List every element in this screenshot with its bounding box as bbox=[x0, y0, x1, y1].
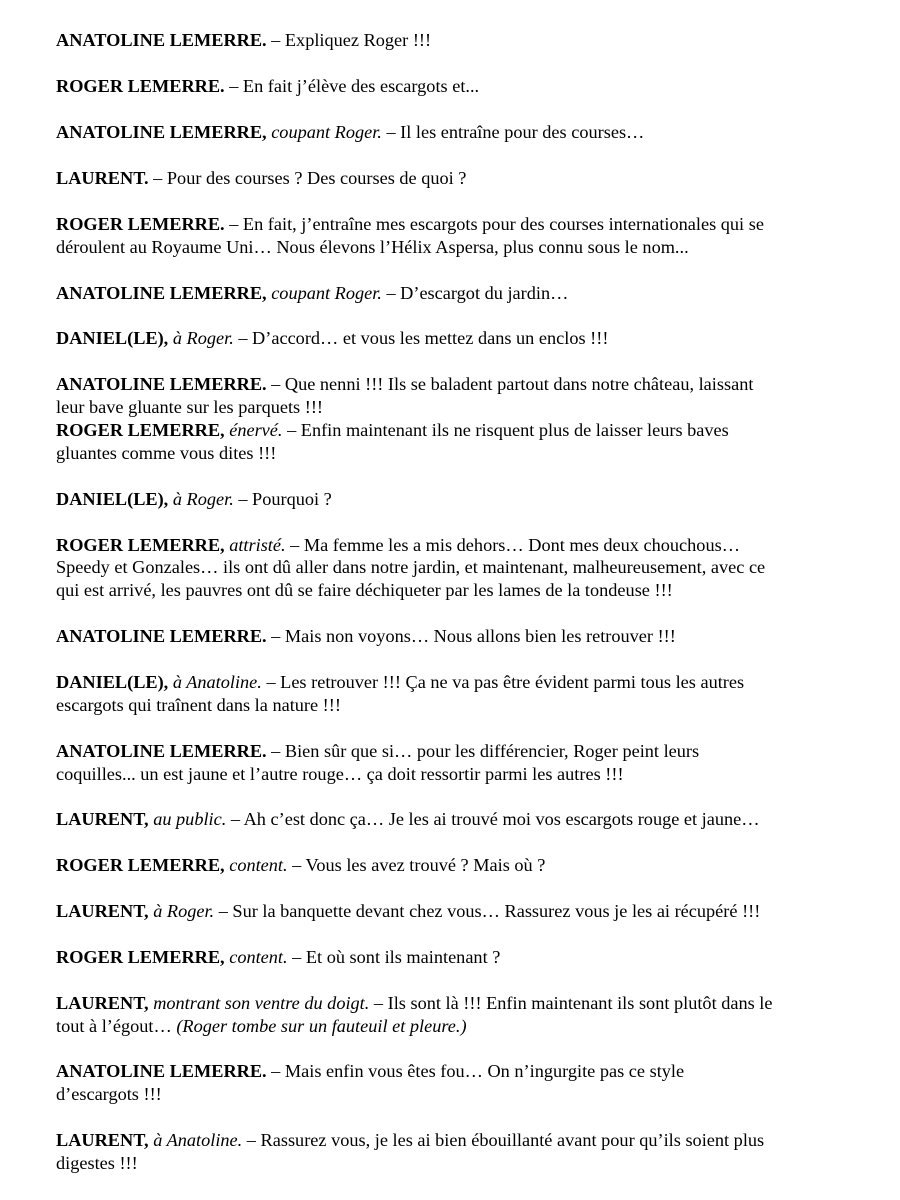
dialogue-text: déroulent au Royaume Uni… Nous élevons l’Hélix Aspersa, plus connu sous le nom... bbox=[56, 237, 689, 257]
stage-direction: attristé. bbox=[229, 535, 286, 555]
script-line bbox=[56, 396, 323, 419]
script-line bbox=[56, 29, 431, 52]
script-line bbox=[56, 327, 608, 350]
speaker-name: DANIEL(LE), bbox=[56, 328, 169, 348]
dialogue-text: – D’escargot du jardin… bbox=[381, 283, 569, 303]
dialogue-text: – Que nenni !!! Ils se baladent partout dans notre château, laissant bbox=[266, 374, 754, 394]
dialogue-text: – Mais enfin vous êtes fou… On n’ingurgite pas ce style bbox=[266, 1061, 685, 1081]
speaker-name: ROGER LEMERRE, bbox=[56, 535, 225, 555]
speaker-name: ROGER LEMERRE, bbox=[56, 947, 225, 967]
speaker-name: ANATOLINE LEMERRE. bbox=[56, 626, 267, 646]
stage-direction: à Anatoline. bbox=[153, 1130, 243, 1150]
script-line bbox=[56, 900, 760, 923]
script-line bbox=[56, 442, 276, 465]
script-line bbox=[56, 213, 764, 236]
dialogue-text: – Rassurez vous, je les ai bien ébouillanté avant pour qu’ils soient plus bbox=[242, 1130, 765, 1150]
dialogue-text: d’escargots !!! bbox=[56, 1084, 162, 1104]
script-line bbox=[56, 373, 753, 396]
dialogue-text: – Bien sûr que si… pour les différencier, Roger peint leurs bbox=[266, 741, 700, 761]
script-line bbox=[56, 75, 479, 98]
speaker-name: LAURENT, bbox=[56, 901, 149, 921]
script-line bbox=[56, 1015, 467, 1038]
script-line bbox=[56, 1152, 138, 1175]
dialogue-text: – Mais non voyons… Nous allons bien les retrouver !!! bbox=[266, 626, 676, 646]
speaker-name: ANATOLINE LEMERRE. bbox=[56, 741, 267, 761]
dialogue-text: – En fait j’élève des escargots et... bbox=[224, 76, 480, 96]
script-line bbox=[56, 121, 644, 144]
dialogue-text: – Ah c’est donc ça… Je les ai trouvé moi vos escargots rouge et jaune… bbox=[226, 809, 760, 829]
script-line bbox=[56, 763, 624, 786]
speaker-name: LAURENT, bbox=[56, 1130, 149, 1150]
stage-direction: coupant Roger. bbox=[271, 122, 382, 142]
script-line bbox=[56, 488, 332, 511]
stage-direction: à Roger. bbox=[172, 489, 234, 509]
speaker-name: ROGER LEMERRE, bbox=[56, 855, 225, 875]
dialogue-text: – Et où sont ils maintenant ? bbox=[287, 947, 501, 967]
dialogue-text: – Il les entraîne pour des courses… bbox=[381, 122, 645, 142]
dialogue-text: – Ils sont là !!! Enfin maintenant ils sont plutôt dans le bbox=[369, 993, 773, 1013]
dialogue-text: tout à l’égout… bbox=[56, 1016, 177, 1036]
script-line bbox=[56, 1060, 684, 1083]
dialogue-text: – Les retrouver !!! Ça ne va pas être évident parmi tous les autres bbox=[261, 672, 745, 692]
dialogue-text: digestes !!! bbox=[56, 1153, 138, 1173]
dialogue-text: – Pour des courses ? Des courses de quoi ? bbox=[148, 168, 467, 188]
dialogue-text: Speedy et Gonzales… ils ont dû aller dans notre jardin, et maintenant, malheureusement, avec ce bbox=[56, 557, 766, 577]
script-line bbox=[56, 534, 740, 557]
dialogue-text: – D’accord… et vous les mettez dans un enclos !!! bbox=[233, 328, 609, 348]
stage-direction: coupant Roger. bbox=[271, 283, 382, 303]
stage-direction: content. bbox=[229, 855, 288, 875]
speaker-name: ANATOLINE LEMERRE, bbox=[56, 283, 267, 303]
stage-direction: énervé. bbox=[229, 420, 283, 440]
dialogue-text: – Ma femme les a mis dehors… Dont mes deux chouchous… bbox=[285, 535, 740, 555]
script-line bbox=[56, 579, 673, 602]
speaker-name: ANATOLINE LEMERRE. bbox=[56, 30, 267, 50]
script-line bbox=[56, 556, 765, 579]
script-line bbox=[56, 625, 676, 648]
script-line bbox=[56, 282, 568, 305]
stage-direction: à Roger. bbox=[172, 328, 234, 348]
dialogue-text: – Vous les avez trouvé ? Mais où ? bbox=[287, 855, 546, 875]
stage-direction: à Anatoline. bbox=[172, 672, 262, 692]
dialogue-text: coquilles... un est jaune et l’autre rouge… ça doit ressortir parmi les autres !!! bbox=[56, 764, 624, 784]
stage-direction: (Roger tombe sur un fauteuil et pleure.) bbox=[176, 1016, 467, 1036]
dialogue-text: – Enfin maintenant ils ne risquent plus de laisser leurs baves bbox=[282, 420, 729, 440]
script-line bbox=[56, 167, 466, 190]
script-line bbox=[56, 808, 760, 831]
dialogue-text: gluantes comme vous dites !!! bbox=[56, 443, 277, 463]
speaker-name: DANIEL(LE), bbox=[56, 489, 169, 509]
stage-direction: montrant son ventre du doigt. bbox=[153, 993, 370, 1013]
script-line bbox=[56, 1129, 764, 1152]
script-line bbox=[56, 1083, 162, 1106]
script-line bbox=[56, 946, 500, 969]
speaker-name: LAURENT, bbox=[56, 993, 149, 1013]
speaker-name: ANATOLINE LEMERRE. bbox=[56, 1061, 267, 1081]
dialogue-text: escargots qui traînent dans la nature !!! bbox=[56, 695, 341, 715]
script-line bbox=[56, 740, 699, 763]
speaker-name: LAURENT. bbox=[56, 168, 149, 188]
stage-direction: au public. bbox=[153, 809, 227, 829]
speaker-name: LAURENT, bbox=[56, 809, 149, 829]
script-line bbox=[56, 419, 729, 442]
script-line bbox=[56, 694, 341, 717]
script-line bbox=[56, 854, 545, 877]
stage-direction: content. bbox=[229, 947, 288, 967]
speaker-name: ROGER LEMERRE. bbox=[56, 76, 225, 96]
dialogue-text: qui est arrivé, les pauvres ont dû se faire déchiqueter par les lames de la tondeuse !!! bbox=[56, 580, 673, 600]
speaker-name: ANATOLINE LEMERRE, bbox=[56, 122, 267, 142]
speaker-name: ROGER LEMERRE. bbox=[56, 214, 225, 234]
dialogue-text: leur bave gluante sur les parquets !!! bbox=[56, 397, 324, 417]
script-line bbox=[56, 236, 689, 259]
dialogue-text: – Expliquez Roger !!! bbox=[266, 30, 432, 50]
script-line bbox=[56, 992, 773, 1015]
dialogue-text: – Pourquoi ? bbox=[233, 489, 332, 509]
script-line bbox=[56, 671, 744, 694]
speaker-name: ANATOLINE LEMERRE. bbox=[56, 374, 267, 394]
stage-direction: à Roger. bbox=[153, 901, 215, 921]
dialogue-text: – En fait, j’entraîne mes escargots pour des courses internationales qui se bbox=[224, 214, 764, 234]
speaker-name: ROGER LEMERRE, bbox=[56, 420, 225, 440]
dialogue-text: – Sur la banquette devant chez vous… Rassurez vous je les ai récupéré !!! bbox=[214, 901, 761, 921]
speaker-name: DANIEL(LE), bbox=[56, 672, 169, 692]
